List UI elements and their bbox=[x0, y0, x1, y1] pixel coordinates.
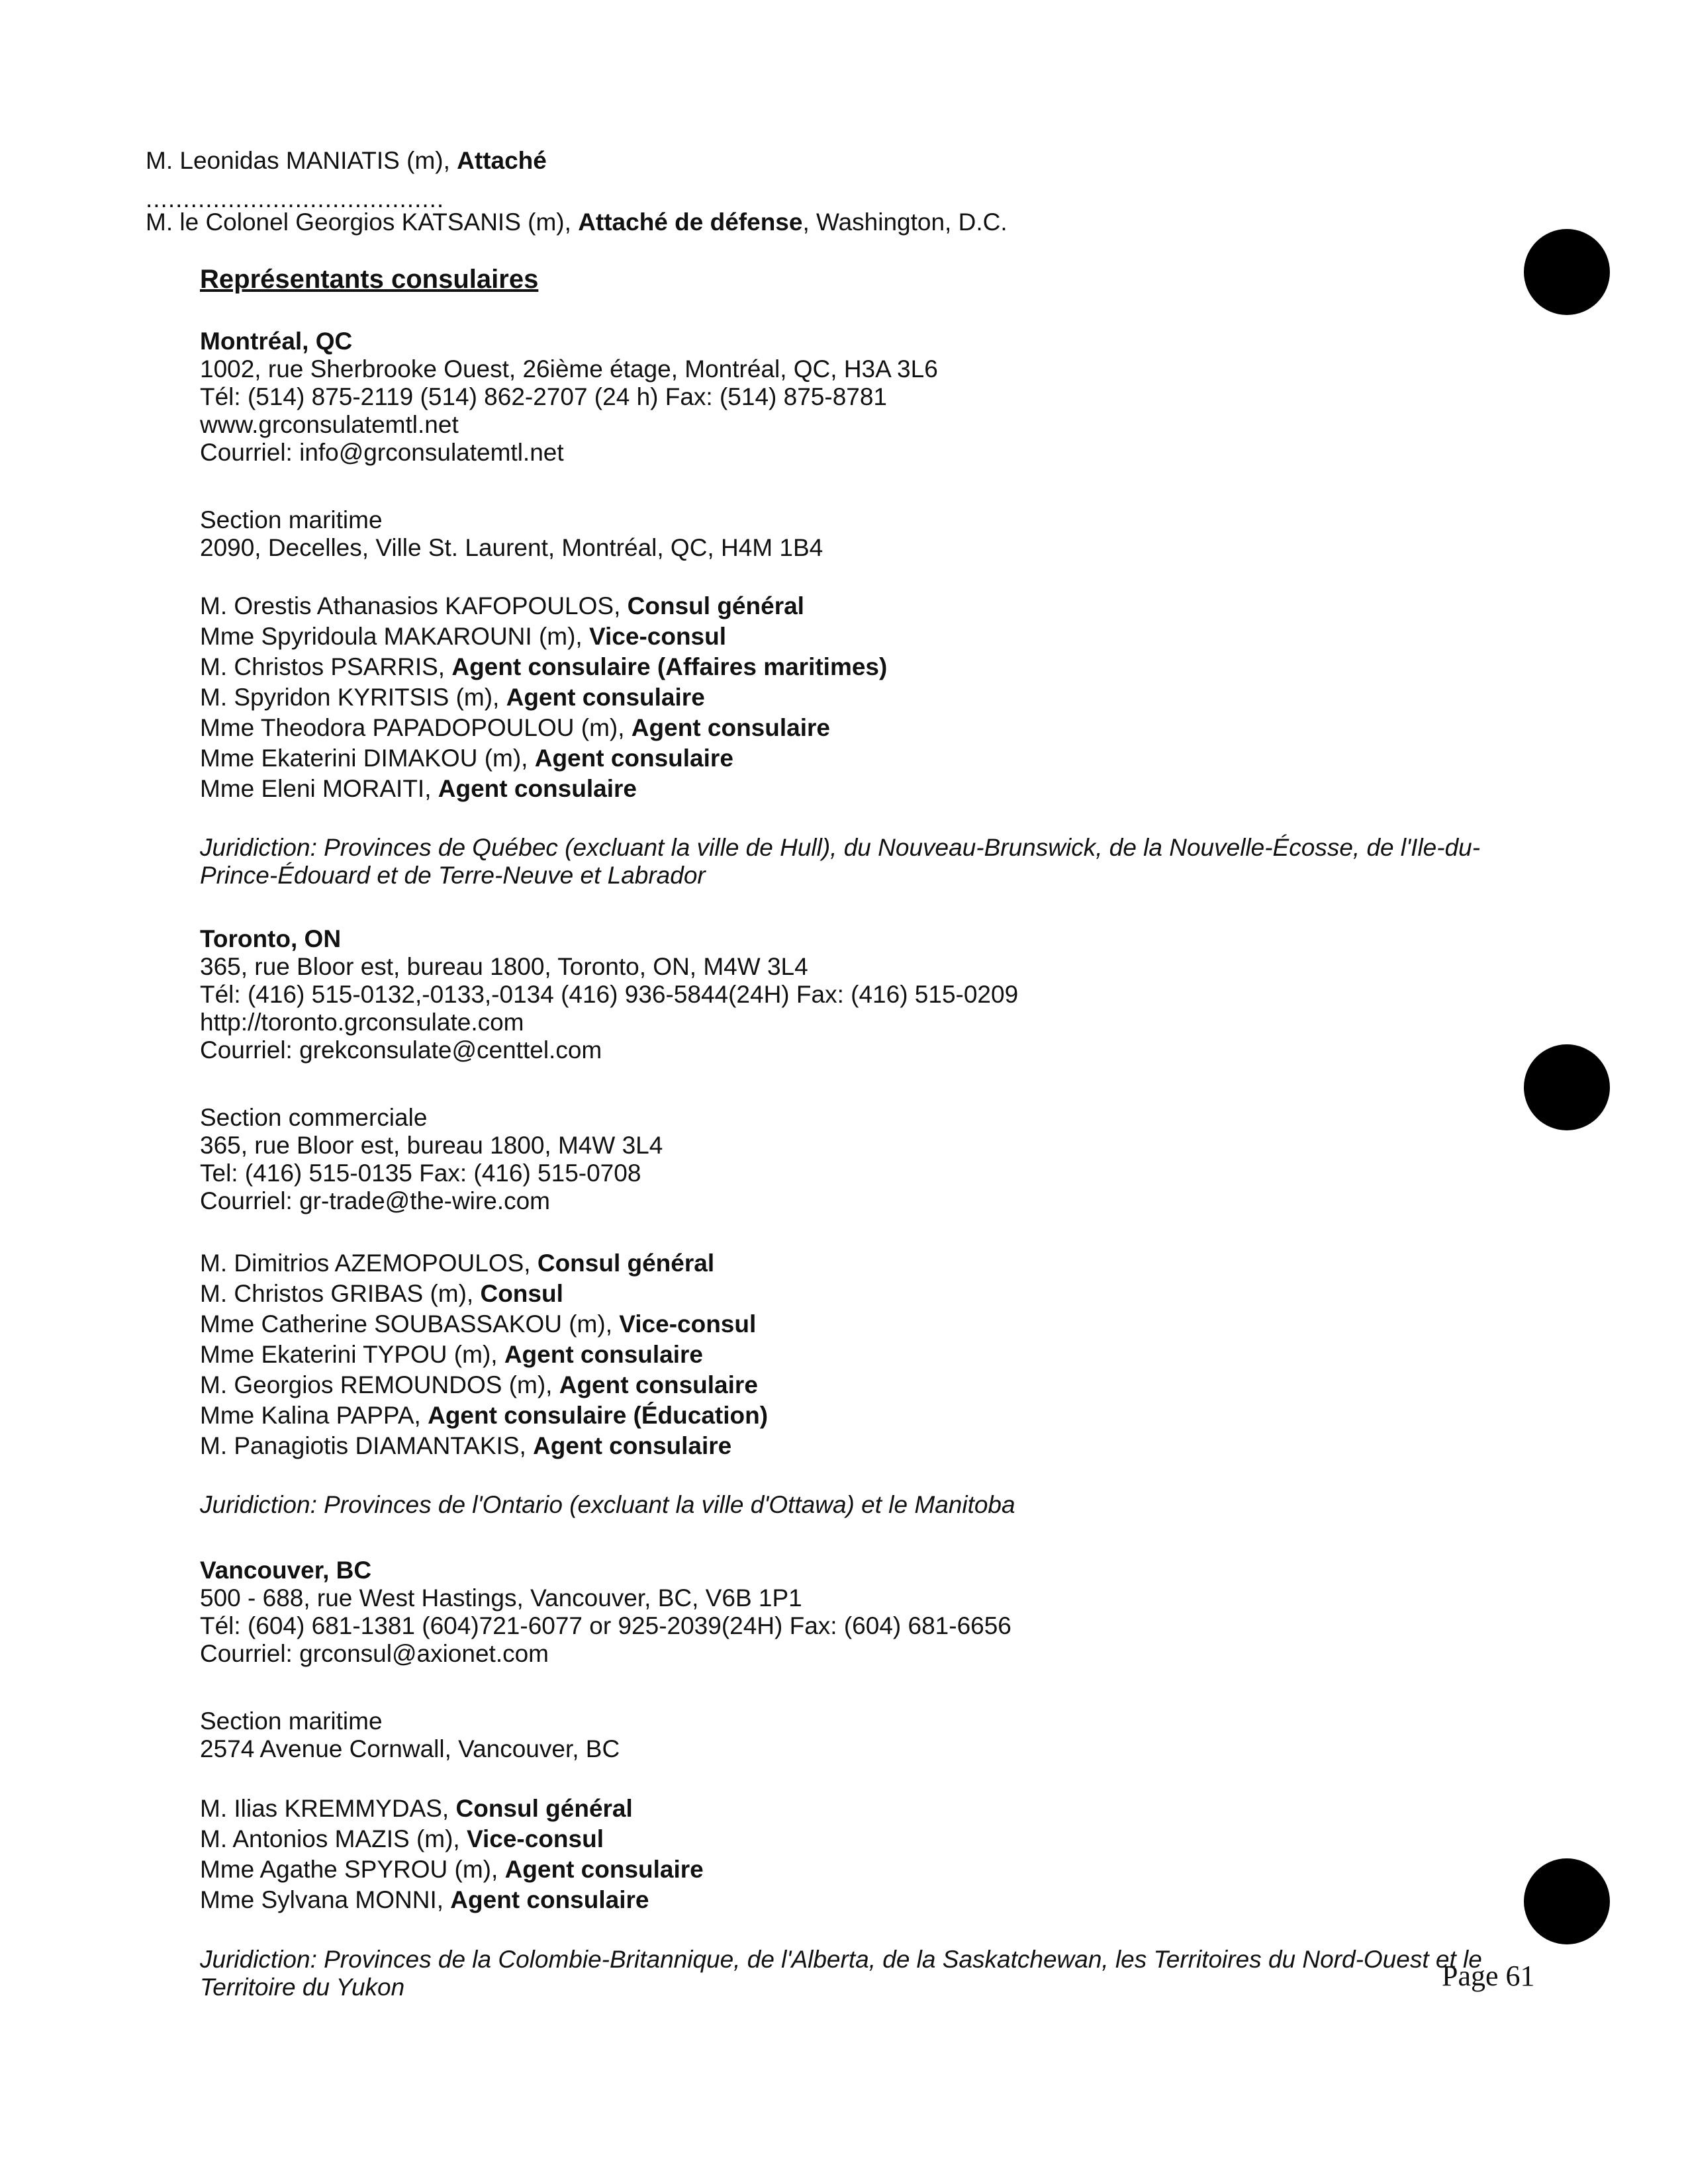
attache-line bbox=[146, 147, 547, 175]
staff-name: Mme Catherine SOUBASSAKOU (m), bbox=[200, 1310, 620, 1338]
website: http://toronto.grconsulate.com bbox=[200, 1009, 524, 1036]
staff-line bbox=[200, 714, 830, 742]
staff-role: Agent consulaire (Affaires maritimes) bbox=[451, 653, 888, 680]
staff-line bbox=[200, 1886, 649, 1914]
hole-punch bbox=[1524, 1858, 1610, 1944]
staff-name: M. Spyridon KYRITSIS (m), bbox=[200, 684, 506, 711]
email: Courriel: grconsul@axionet.com bbox=[200, 1640, 549, 1667]
address: 1002, rue Sherbrooke Ouest, 26ième étage, Montréal, QC, H3A 3L6 bbox=[200, 355, 938, 383]
staff-role: Vice-consul bbox=[466, 1825, 604, 1852]
staff-name: Mme Spyridoula MAKAROUNI (m), bbox=[200, 623, 589, 650]
staff-role: Consul bbox=[480, 1280, 563, 1307]
section-address: 2574 Avenue Cornwall, Vancouver, BC bbox=[200, 1735, 620, 1762]
jurisdiction-text: Juridiction: Provinces de l'Ontario (excluant la ville d'Ottawa) et le Manitoba bbox=[200, 1491, 1015, 1518]
jurisdiction-text: Prince-Édouard et de Terre-Neuve et Labrador bbox=[200, 862, 706, 889]
staff-name: M. Christos GRIBAS (m), bbox=[200, 1280, 481, 1307]
staff-line bbox=[200, 1341, 703, 1369]
city-heading: Toronto, ON bbox=[200, 925, 342, 952]
defense-attache-line bbox=[146, 208, 1008, 236]
staff-line bbox=[200, 1856, 704, 1884]
staff-name: Mme Sylvana MONNI, bbox=[200, 1886, 451, 1913]
city-heading: Vancouver, BC bbox=[200, 1557, 372, 1584]
staff-line bbox=[200, 653, 887, 681]
staff-role: Agent consulaire bbox=[533, 1432, 732, 1459]
staff-name: M. Dimitrios AZEMOPOULOS, bbox=[200, 1250, 538, 1277]
staff-role: Agent consulaire bbox=[504, 1341, 704, 1368]
staff-line bbox=[200, 1250, 714, 1277]
staff-location: , Washington, D.C. bbox=[802, 208, 1008, 236]
jurisdiction-text: Juridiction: Provinces de la Colombie-Britannique, de l'Alberta, de la Saskatchewan, les Territoires du Nord-Ouest et le bbox=[200, 1946, 1482, 1973]
staff-name: Mme Agathe SPYROU (m), bbox=[200, 1856, 505, 1883]
staff-line bbox=[200, 1432, 731, 1460]
staff-line bbox=[200, 1795, 633, 1823]
staff-name: M. Christos PSARRIS, bbox=[200, 653, 452, 680]
section-title: Représentants consulaires bbox=[200, 265, 539, 294]
staff-line bbox=[200, 1402, 768, 1430]
section-address: 2090, Decelles, Ville St. Laurent, Montréal, QC, H4M 1B4 bbox=[200, 534, 823, 561]
staff-role: Vice-consul bbox=[619, 1310, 757, 1338]
jurisdiction-text: Territoire du Yukon bbox=[200, 1974, 405, 2001]
page-number: Page 61 bbox=[1442, 1960, 1535, 1992]
staff-role: Agent consulaire bbox=[450, 1886, 649, 1913]
staff-role: Agent consulaire bbox=[559, 1371, 758, 1398]
section-email: Courriel: gr-trade@the-wire.com bbox=[200, 1187, 550, 1214]
staff-role: Agent consulaire bbox=[534, 745, 733, 772]
phone-fax: Tél: (604) 681-1381 (604)721-6077 or 925-2039(24H) Fax: (604) 681-6656 bbox=[200, 1612, 1011, 1639]
staff-role: Vice-consul bbox=[589, 623, 727, 650]
staff-line bbox=[200, 1280, 563, 1308]
staff-role: Consul général bbox=[627, 592, 804, 619]
staff-name: Mme Ekaterini TYPOU (m), bbox=[200, 1341, 504, 1368]
dotted-separator: ........................................ bbox=[146, 185, 445, 212]
staff-role: Attaché bbox=[457, 147, 547, 174]
staff-name: M. le Colonel Georgios KATSANIS (m), bbox=[146, 208, 579, 236]
staff-line bbox=[200, 1371, 758, 1399]
section-label: Section maritime bbox=[200, 506, 383, 533]
staff-line bbox=[200, 1310, 756, 1338]
staff-role: Agent consulaire bbox=[631, 714, 830, 741]
phone-fax: Tél: (416) 515-0132,-0133,-0134 (416) 936-5844(24H) Fax: (416) 515-0209 bbox=[200, 981, 1019, 1008]
phone-fax: Tél: (514) 875-2119 (514) 862-2707 (24 h) Fax: (514) 875-8781 bbox=[200, 383, 888, 410]
jurisdiction-text: Juridiction: Provinces de Québec (excluant la ville de Hull), du Nouveau-Brunswick, de la Nouvelle-Écosse, de l'Ile-du- bbox=[200, 834, 1481, 861]
email: Courriel: info@grconsulatemtl.net bbox=[200, 439, 564, 466]
staff-name: M. Leonidas MANIATIS (m), bbox=[146, 147, 457, 174]
staff-role: Attaché de défense bbox=[578, 208, 803, 236]
staff-role: Agent consulaire bbox=[504, 1856, 704, 1883]
staff-line bbox=[200, 684, 705, 711]
address: 365, rue Bloor est, bureau 1800, Toronto, ON, M4W 3L4 bbox=[200, 953, 808, 980]
section-label: Section maritime bbox=[200, 1707, 383, 1735]
staff-name: Mme Kalina PAPPA, bbox=[200, 1402, 428, 1429]
staff-name: M. Antonios MAZIS (m), bbox=[200, 1825, 467, 1852]
staff-line bbox=[200, 775, 637, 803]
staff-name: M. Georgios REMOUNDOS (m), bbox=[200, 1371, 559, 1398]
hole-punch bbox=[1524, 229, 1610, 315]
staff-line bbox=[200, 745, 733, 772]
staff-role: Consul général bbox=[455, 1795, 633, 1822]
staff-name: M. Panagiotis DIAMANTAKIS, bbox=[200, 1432, 534, 1459]
staff-line bbox=[200, 1825, 604, 1853]
staff-role: Agent consulaire bbox=[438, 775, 637, 802]
staff-name: Mme Eleni MORAITI, bbox=[200, 775, 438, 802]
section-label: Section commerciale bbox=[200, 1104, 428, 1131]
staff-role: Consul général bbox=[537, 1250, 715, 1277]
staff-name: M. Orestis Athanasios KAFOPOULOS, bbox=[200, 592, 628, 619]
staff-name: Mme Theodora PAPADOPOULOU (m), bbox=[200, 714, 632, 741]
staff-line bbox=[200, 592, 804, 620]
address: 500 - 688, rue West Hastings, Vancouver, BC, V6B 1P1 bbox=[200, 1584, 802, 1612]
website: www.grconsulatemtl.net bbox=[200, 411, 459, 438]
email: Courriel: grekconsulate@centtel.com bbox=[200, 1036, 602, 1064]
staff-role: Agent consulaire bbox=[506, 684, 705, 711]
staff-line bbox=[200, 623, 726, 651]
hole-punch bbox=[1524, 1044, 1610, 1130]
staff-role: Agent consulaire (Éducation) bbox=[428, 1402, 769, 1429]
city-heading: Montréal, QC bbox=[200, 328, 353, 355]
staff-name: Mme Ekaterini DIMAKOU (m), bbox=[200, 745, 535, 772]
section-phone-fax: Tel: (416) 515-0135 Fax: (416) 515-0708 bbox=[200, 1160, 641, 1187]
section-address: 365, rue Bloor est, bureau 1800, M4W 3L4 bbox=[200, 1132, 663, 1159]
staff-name: M. Ilias KREMMYDAS, bbox=[200, 1795, 456, 1822]
